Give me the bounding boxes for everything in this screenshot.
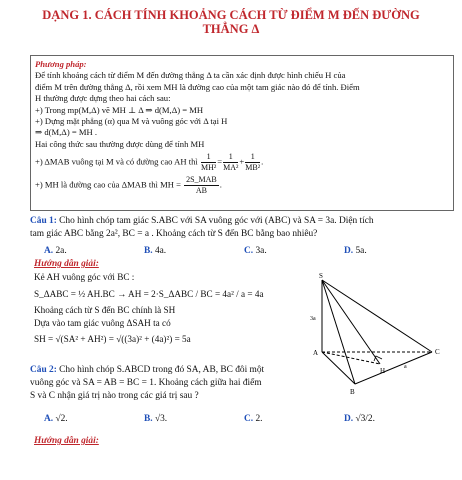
method-line-9: +) MH là đường cao của ΔMAB thì MH = $\frac{\text{2S\_MAB}}{AB}$ . <box>35 175 222 196</box>
q2-solution-heading: Hướng dẫn giải: <box>34 436 99 446</box>
question-2-text-3: S và C nhận giá trị nào trong các giá trị sau ? <box>30 391 199 401</box>
q1-option-c-text: 3a. <box>255 246 267 256</box>
q1-option-d-text: 5a. <box>355 246 367 256</box>
q1-option-c[interactable] <box>244 246 344 256</box>
method-line-8-text: +) ΔMAB vuông tại M và có đường cao AH thì <box>35 156 198 167</box>
method-line-1: Để tính khoảng cách từ điểm M đến đường thẳng Δ ta cần xác định được hình chiếu H của <box>35 70 346 81</box>
q1-option-a-text: 2a. <box>55 246 67 256</box>
q1-solution <box>34 271 264 346</box>
q2-option-c-letter: C. <box>244 414 254 424</box>
q2-option-a[interactable] <box>44 414 144 424</box>
q2-option-a-text: √2. <box>55 414 68 424</box>
fraction-3 <box>245 152 260 173</box>
title-line-1: DẠNG 1. CÁCH TÍNH KHOẢNG CÁCH TỪ ĐIỂM M ĐẾN ĐƯỜNG <box>42 8 420 22</box>
q2-option-d-text: √3/2. <box>355 414 375 424</box>
question-2-text-2: vuông góc và SA = AB = BC = 1. Khoảng cách giữa hai điểm <box>30 378 262 388</box>
method-line-5: +) Dựng mặt phẳng (α) qua M và vuông góc với Δ tại H <box>35 116 228 127</box>
label-3a: 3a <box>310 316 316 322</box>
q1-solution-line-1: Kẻ AH vuông góc với BC : <box>34 272 135 282</box>
label-a-length: a <box>404 364 407 370</box>
q1-option-b-text: 4a. <box>154 246 167 256</box>
method-box <box>30 55 454 211</box>
q2-option-d[interactable] <box>344 414 444 424</box>
q1-solution-line-5: SH = √(SA² + AH²) = √((3a)² + (4a)²) = 5a <box>34 334 191 344</box>
question-2-options <box>44 414 444 424</box>
q1-option-b[interactable] <box>144 246 244 256</box>
label-b: B <box>350 388 355 396</box>
question-2-label: Câu 2: <box>30 365 57 375</box>
label-s: S <box>319 272 323 280</box>
page-title <box>0 8 462 36</box>
title-line-2: THẲNG Δ <box>202 22 260 36</box>
question-1-options <box>44 246 444 256</box>
fraction-2-den: MA² <box>223 163 239 173</box>
fraction-4-num: 2S_MAB <box>186 175 217 185</box>
q1-solution-heading: Hướng dẫn giải: <box>34 259 99 269</box>
fraction-3-den: MB² <box>245 163 261 173</box>
fraction-1 <box>201 152 216 173</box>
q1-option-a[interactable] <box>44 246 144 256</box>
q1-option-d[interactable] <box>344 246 444 256</box>
fraction-3-num: 1 <box>245 152 260 163</box>
fraction-4-den: AB <box>195 186 207 196</box>
edge-ah <box>322 352 380 364</box>
method-line-8: +) ΔMAB vuông tại M và có đường cao AH thì $\frac{1}{\text{MH²}}$ = $\frac{1}{\text{MA²}}$ + $\frac{1}{\text{MB²}}$ . <box>35 152 264 173</box>
question-1-label: Câu 1: <box>30 216 57 226</box>
q1-solution-line-3: Khoảng cách từ S đến BC chính là SH <box>34 305 176 315</box>
method-line-6: ⇒ d(M,Δ) = MH . <box>35 127 97 138</box>
method-title: Phương pháp: <box>35 59 87 69</box>
fraction-2 <box>223 152 238 173</box>
question-1-text-1: Cho hình chóp tam giác S.ABC với SA vuông góc với (ABC) và SA = 3a. Diện tích <box>56 216 374 226</box>
edge-sh <box>322 280 380 364</box>
method-line-9-text: +) MH là đường cao của ΔMAB thì MH = <box>35 179 181 190</box>
question-2-text-1: Cho hình chóp S.ABCD trong đó SA, AB, BC đôi một <box>56 365 265 375</box>
question-2 <box>30 364 300 403</box>
edge-bc <box>355 352 432 384</box>
question-1-text-2: tam giác ABC bằng 2a², BC = a . Khoảng cách từ S đến BC bằng bao nhiêu? <box>30 229 318 239</box>
q2-option-c[interactable] <box>244 414 344 424</box>
q1-option-a-letter: A. <box>44 246 54 256</box>
method-line-7: Hai công thức sau thường được dùng để tính MH <box>35 138 205 149</box>
method-line-4: +) Trong mp(M,Δ) vẽ MH ⊥ Δ ⇒ d(M,Δ) = MH <box>35 104 204 115</box>
q1-solution-line-4: Dựa vào tam giác vuông ΔSAH ta có <box>34 317 171 328</box>
q2-option-b-text: √3. <box>154 414 168 424</box>
q2-option-b[interactable] <box>144 414 244 424</box>
q1-solution-line-2: S_ΔABC = ½ AH.BC → AH = 2·S_ΔABC / BC = 4a² / a = 4a <box>34 288 264 299</box>
fraction-4 <box>184 175 219 196</box>
q1-option-d-letter: D. <box>344 246 354 256</box>
label-c: C <box>435 348 440 356</box>
label-h: H <box>380 367 386 375</box>
q2-option-c-text: 2. <box>255 414 263 424</box>
fraction-1-den: MH² <box>200 163 217 173</box>
q1-option-c-letter: C. <box>244 246 254 256</box>
q2-option-b-letter: B. <box>144 414 153 424</box>
edge-sc <box>322 280 432 352</box>
q2-option-a-letter: A. <box>44 414 54 424</box>
question-1 <box>30 215 454 241</box>
method-line-3: H thường được dựng theo hai cách sau: <box>35 93 171 104</box>
fraction-2-num: 1 <box>223 152 238 163</box>
pyramid-figure <box>300 272 450 402</box>
label-a: A <box>313 349 319 357</box>
fraction-1-num: 1 <box>201 152 216 163</box>
method-line-2: điểm M trên đường thẳng Δ, rồi xem MH là đường cao của một tam giác nào đó để tính. Điểm <box>35 81 360 92</box>
q2-option-d-letter: D. <box>344 414 354 424</box>
q1-option-b-letter: B. <box>144 246 153 256</box>
